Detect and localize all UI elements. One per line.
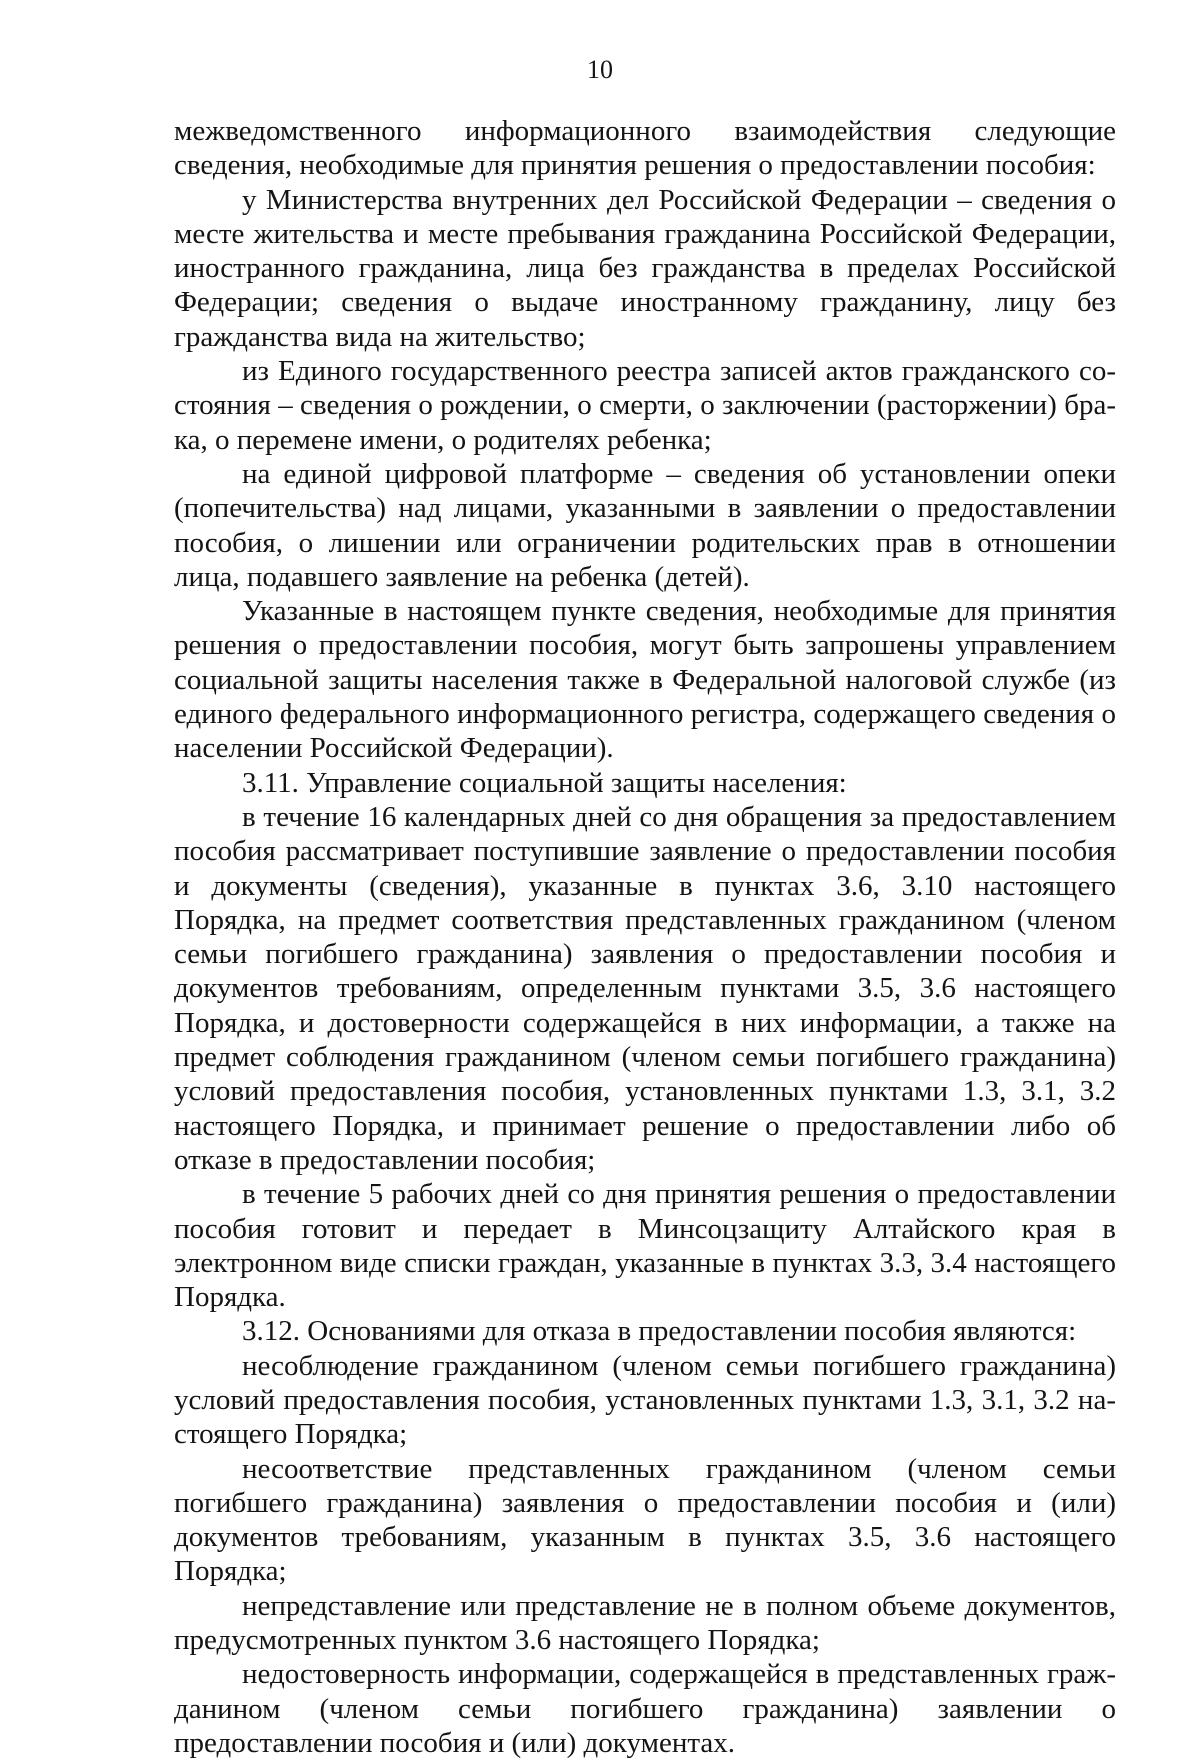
- paragraph-refusal-incomplete: непредставление или представление не в полном объеме документов, предусмотренных пунктом 3.6 настоящего Порядка;: [174, 1589, 1116, 1657]
- document-body: [174, 114, 1116, 1760]
- paragraph-mvd: у Министерства внутренних дел Российской Федерации – сведения о месте жительства и месте пребывания гражданина Российской Федерации, иностранного гражданина, лица без гражданства в пределах Российской Федерации; сведения о выдаче иностранному гражданину, лицу без гражданства вида на жительство;: [174, 183, 1116, 353]
- paragraph-refusal-mismatch: несоответствие представленных гражданином (членом семьи погибшего гражданина) заявления о предоставлении пособия и (или) документов требованиям, указанным в пунктах 3.5, 3.6 настоящего Порядка;: [174, 1452, 1116, 1588]
- paragraph-3-11-heading: 3.11. Управление социальной защиты населения:: [242, 766, 847, 799]
- paragraph-continuation: межведомственного информационного взаимодействия следующие сведения, необходимые для принятия решения о предоставлении пособия:: [174, 115, 1116, 182]
- paragraph-tax-service: Указанные в настоящем пункте сведения, необходимые для принятия решения о предоставлении пособия, могут быть запрошены управлением социальной защиты населения также в Федеральной налоговой службе (из единого федерального информационного регистра, содержащего сведения о населении Российской Федерации).: [174, 595, 1116, 765]
- paragraph-zags-registry: из Единого государственного реестра записей актов гражданского состояния – сведения о рождении, о смерти, о заключении (расторжении) брака, о перемене имени, о родителях ребенка;: [174, 355, 1116, 456]
- page-number: 10: [587, 55, 613, 84]
- paragraph-digital-platform: на единой цифровой платформе – сведения об установлении опеки (попечительства) над лицами, указанными в заявлении о предоставлении пособия, о лишении или ограничении родительских прав в отношении лица, подавшего заявление на ребенка (детей).: [174, 457, 1116, 593]
- paragraph-refusal-unreliable: недостоверность информации, содержащейся в представленных гражданином (членом семьи погибшего гражданина) заявлении о предоставлении пособия и (или) документах.: [174, 1658, 1116, 1759]
- paragraph-3-11-lists: в течение 5 рабочих дней со дня принятия решения о предоставлении пособия готовит и передает в Минсоцзащиту Алтайского края в электронном виде списки граждан, указанные в пунктах 3.3, 3.4 настоящего Порядка.: [174, 1178, 1116, 1314]
- paragraph-refusal-conditions: несоблюдение гражданином (членом семьи погибшего гражданина) условий предоставления пособия, установленных пунктами 1.3, 3.1, 3.2 настоящего Порядка;: [174, 1349, 1116, 1451]
- paragraph-3-11-review: в течение 16 календарных дней со дня обращения за предоставлением пособия рассматривает поступившие заявление о предоставлении пособия и документы (сведения), указанные в пунктах 3.6, 3.10 настоящего Порядка, на предмет соответствия представленных гражданином (членом семьи погибшего гражданина) заявления о предоставлении пособия и документов требованиям, определенным пунктами 3.5, 3.6 настоящего Порядка, и достоверности содержащейся в них информации, а также на предмет соблюдения гражданином (членом семьи погибшего гражданина) условий предоставления пособия, установленных пунктами 1.3, 3.1, 3.2 настоящего Порядка, и принимает решение о предоставлении либо об отказе в предоставлении пособия;: [174, 800, 1116, 1176]
- paragraph-3-12-heading: 3.12. Основаниями для отказа в предоставлении пособия являются:: [242, 1315, 1077, 1348]
